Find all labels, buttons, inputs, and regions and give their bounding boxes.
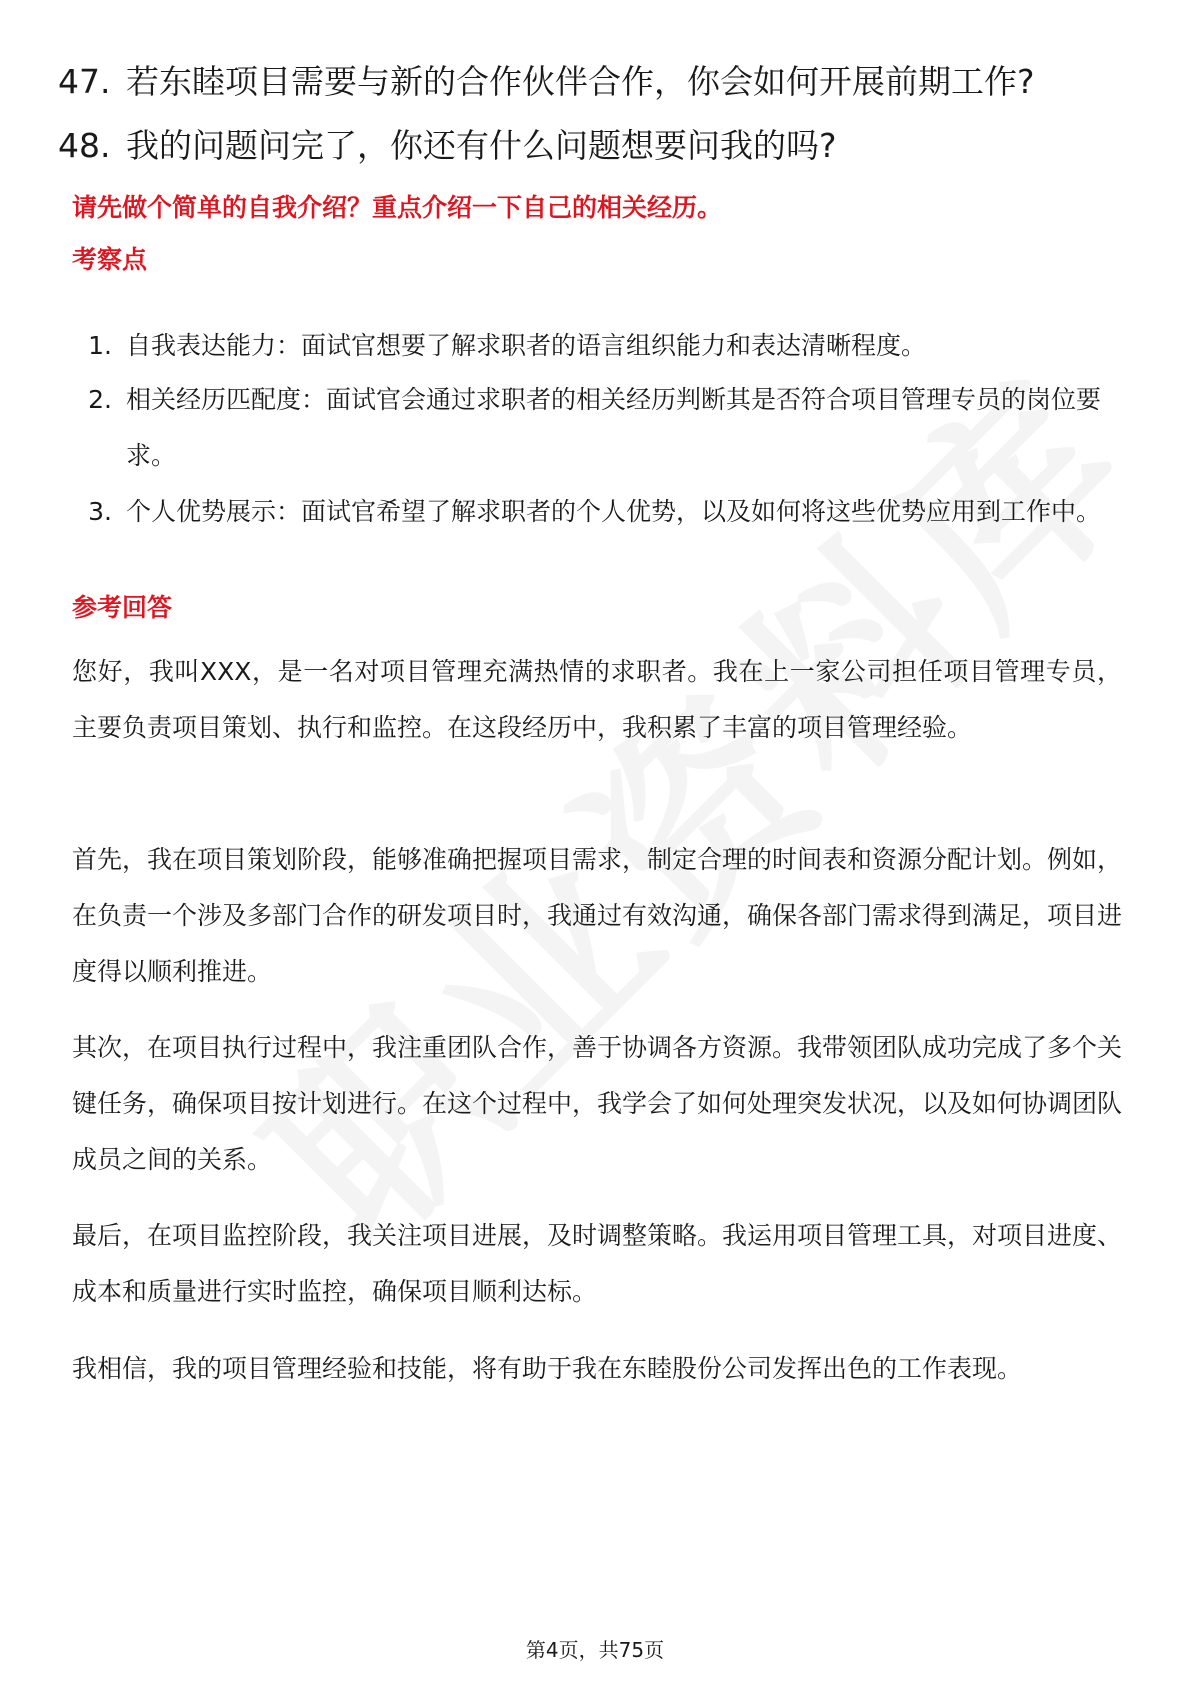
focus-point-number: 1. bbox=[88, 331, 112, 360]
answer-paragraph: 最后，在项目监控阶段，我关注项目进展，及时调整策略。我运用项目管理工具，对项目进度、成本和质量进行实时监控，确保项目顺利达标。 bbox=[72, 1221, 1123, 1306]
question-text: 若东睦项目需要与新的合作伙伴合作，你会如何开展前期工作? bbox=[126, 62, 1035, 101]
question-number: 47. bbox=[58, 62, 111, 101]
question-list bbox=[58, 50, 1138, 178]
focus-point-number: 3. bbox=[88, 497, 112, 526]
focus-point-number: 2. bbox=[88, 385, 112, 414]
focus-point-text: 自我表达能力：面试官想要了解求职者的语言组织能力和表达清晰程度。 bbox=[126, 331, 927, 360]
answer-label: 参考回答 bbox=[72, 593, 173, 622]
page-footer: 第4页，共75页 bbox=[525, 1638, 665, 1662]
answer-paragraph: 我相信，我的项目管理经验和技能，将有助于我在东睦股份公司发挥出色的工作表现。 bbox=[72, 1354, 1023, 1383]
focus-points-list bbox=[72, 318, 1112, 540]
question-text: 我的问题问完了，你还有什么问题想要问我的吗? bbox=[126, 126, 837, 165]
question-number: 48. bbox=[58, 126, 111, 165]
answer-paragraph: 其次，在项目执行过程中，我注重团队合作，善于协调各方资源。我带领团队成功完成了多个关键任务，确保项目按计划进行。在这个过程中，我学会了如何处理突发状况，以及如何协调团队成员之间的关系。 bbox=[72, 1033, 1123, 1174]
answer-paragraph: 您好，我叫XXX，是一名对项目管理充满热情的求职者。我在上一家公司担任项目管理专员，主要负责项目策划、执行和监控。在这段经历中，我积累了丰富的项目管理经验。 bbox=[72, 657, 1122, 742]
question-item bbox=[58, 114, 1138, 178]
focus-label: 考察点 bbox=[72, 245, 148, 274]
answer-paragraph: 首先，我在项目策划阶段，能够准确把握项目需求，制定合理的时间表和资源分配计划。例如，在负责一个涉及多部门合作的研发项目时，我通过有效沟通，确保各部门需求得到满足，项目进度得以顺利推进。 bbox=[72, 845, 1123, 986]
question-item bbox=[58, 50, 1138, 114]
focus-point-text: 个人优势展示：面试官希望了解求职者的个人优势，以及如何将这些优势应用到工作中。 bbox=[126, 497, 1102, 526]
focus-point-text: 相关经历匹配度：面试官会通过求职者的相关经历判断其是否符合项目管理专员的岗位要求。 bbox=[126, 385, 1102, 470]
focus-point bbox=[72, 372, 1112, 484]
focus-point bbox=[72, 484, 1112, 540]
focus-point bbox=[72, 318, 1112, 374]
question-title: 请先做个简单的自我介绍？重点介绍一下自己的相关经历。 bbox=[72, 193, 723, 222]
